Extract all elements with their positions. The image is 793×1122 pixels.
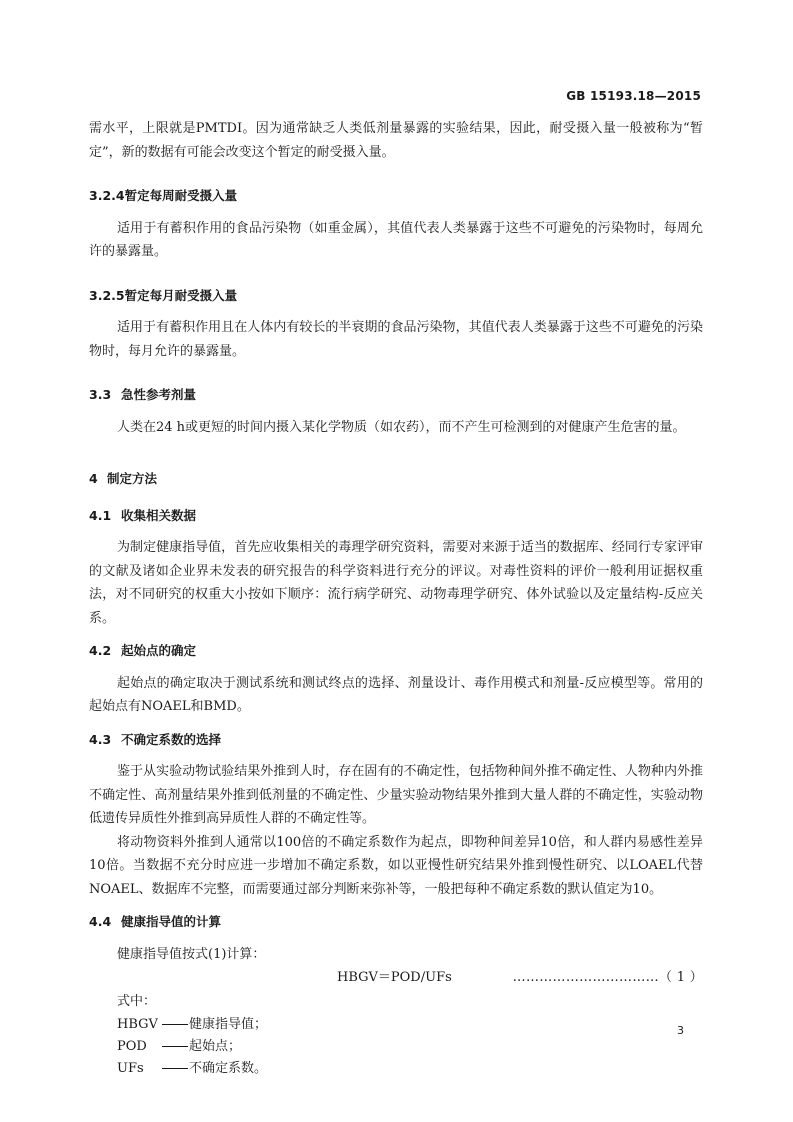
em-dash-rule: [162, 1046, 188, 1047]
section-heading-4: [89, 467, 703, 491]
section-heading-3-2-4: [89, 184, 703, 208]
section-number: 3.2.4: [89, 188, 125, 203]
definition-symbol: UFs: [117, 1060, 144, 1076]
definition-row: [89, 1036, 703, 1058]
section-number: 3.2.5: [89, 287, 125, 303]
formula-row: [89, 966, 703, 990]
section-title: 暂定每月耐受摄入量: [124, 287, 238, 303]
paragraph: 为制定健康指导值，首先应收集相关的毒理学研究资料，需要对来源于适当的数据库、经同行专家评审的文献及诸如企业界未发表的研究报告的科学资料进行充分的评议。对毒性资料的评价一般利用证据权重法，对不同研究的权重大小按如下顺序：流行病学研究、动物毒理学研究、体外试验以及定量结构-反应关系。: [89, 540, 703, 626]
section-title: 起始点的确定: [121, 643, 197, 658]
standard-code: GB 15193.18—2015: [566, 89, 701, 103]
em-dash-rule: [162, 1024, 188, 1025]
section-title: 健康指导值的计算: [121, 914, 222, 929]
definition-symbol: POD: [117, 1038, 147, 1054]
section-title: 不确定系数的选择: [121, 731, 222, 747]
paragraph: 适用于有蓄积作用且在人体内有较长的半衰期的食品污染物，其值代表人类暴露于这些不可避免的污染物时，每月允许的暴露量。: [89, 320, 703, 359]
page-content: [89, 117, 703, 1080]
section-heading-3-2-5: [89, 284, 703, 308]
paragraph: 鉴于从实验动物试验结果外推到人时，存在固有的不确定性，包括物种间外推不确定性、人物种内外推不确定性、高剂量结果外推到低剂量的不确定性、少量实验动物结果外推到大量人群的不确定性，实验动物低遗传异质性外推到高异质性人群的不确定性等。: [89, 764, 703, 826]
equation-number: ……………………………（ 1 ）: [512, 970, 703, 985]
section-title: 制定方法: [107, 471, 158, 486]
definition-meaning: 起始点；: [189, 1038, 242, 1054]
section-heading-3-3: [89, 383, 703, 407]
paragraph: 适用于有蓄积作用的食品污染物（如重金属），其值代表人类暴露于这些不可避免的污染物时，每周允许的暴露量。: [89, 220, 703, 259]
definition-row: [89, 1058, 703, 1080]
section-number: 4: [89, 471, 98, 486]
section-heading-4-4: [89, 910, 703, 934]
section-number: 4.1: [89, 507, 112, 523]
definition-meaning: 健康指导值；: [189, 1016, 268, 1032]
paragraph: 起始点的确定取决于测试系统和测试终点的选择、剂量设计、毒作用模式和剂量-反应模型等。常用的起始点有NOAEL和BMD。: [89, 675, 703, 714]
definition-row: [89, 1014, 703, 1036]
section-title: 收集相关数据: [121, 507, 197, 523]
paragraph: 人类在24 h或更短的时间内摄入某化学物质（如农药），而不产生可检测到的对健康产生危害的量。: [117, 419, 686, 435]
em-dash-rule: [162, 1068, 188, 1069]
section-heading-4-3: [89, 728, 703, 752]
where-label: 式中：: [117, 994, 157, 1009]
section-number: 4.2: [89, 643, 112, 658]
paragraph: 将动物资料外推到人通常以100倍的不确定系数作为起点，即物种间差异10倍，和人群内易感性差异10倍。当数据不充分时应进一步增加不确定系数，如以亚慢性研究结果外推到慢性研究、以LOAEL代替NOAEL、数据库不完整，而需要通过部分判断来弥补等，一般把每种不确定系数的默认值定为10。: [89, 834, 703, 897]
section-heading-4-1: [89, 504, 703, 528]
definition-symbol: HBGV: [117, 1016, 158, 1032]
section-number: 4.3: [89, 731, 112, 747]
section-number: 4.4: [89, 914, 112, 929]
formula: HBGV＝POD/UFs: [337, 970, 452, 985]
section-title: 急性参考剂量: [121, 387, 197, 402]
section-number: 3.3: [89, 387, 112, 402]
page-number: 3: [677, 1024, 684, 1037]
section-heading-4-2: [89, 639, 703, 663]
calculation-intro: 健康指导值按式(1)计算：: [117, 946, 266, 962]
definition-meaning: 不确定系数。: [189, 1060, 268, 1076]
intro-paragraph: 需水平，上限就是PMTDI。因为通常缺乏人类低剂量暴露的实验结果，因此，耐受摄入量一般被称为“暂定”，新的数据有可能会改变这个暂定的耐受摄入量。: [89, 121, 703, 160]
section-title: 暂定每周耐受摄入量: [124, 188, 238, 203]
